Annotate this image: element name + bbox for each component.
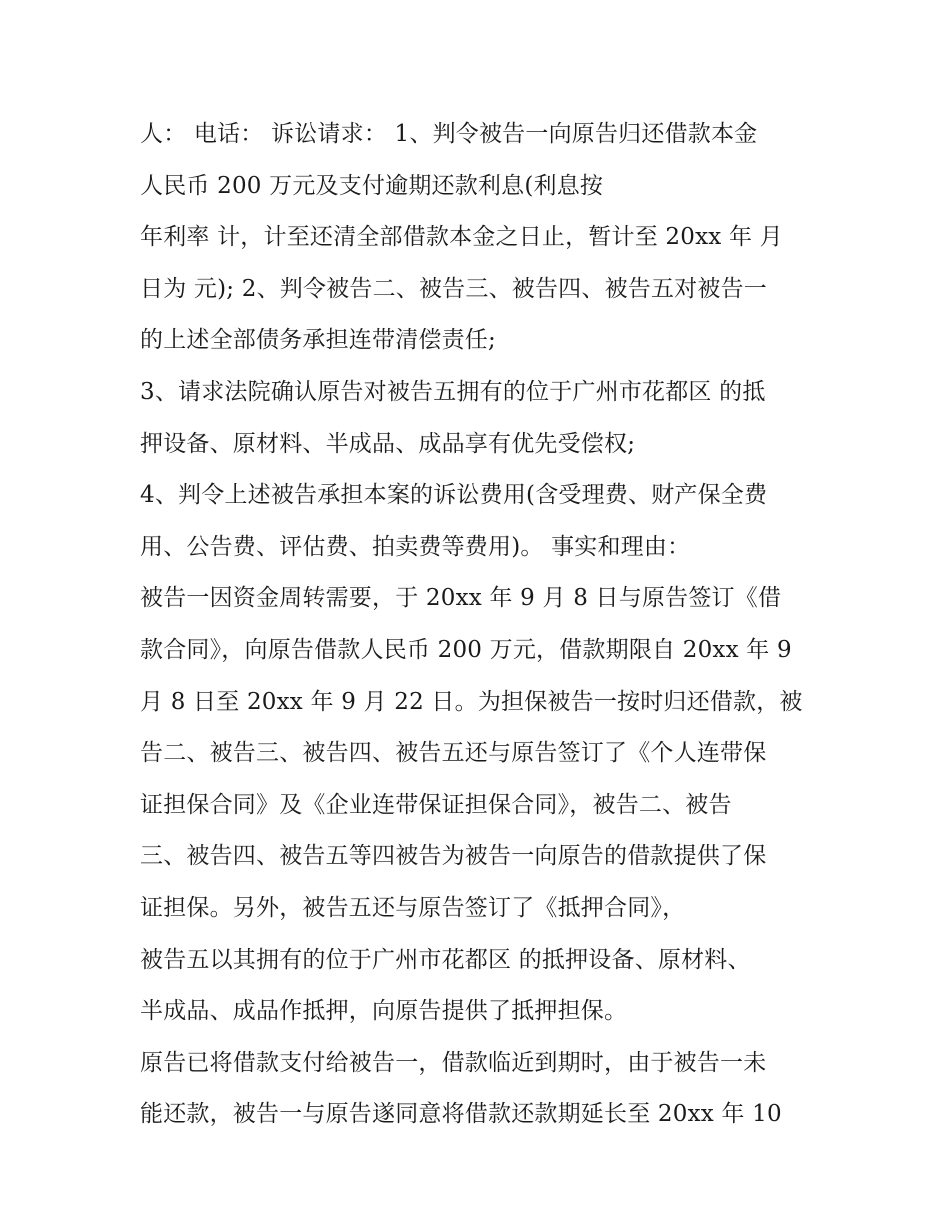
text-line: 3、请求法院确认原告对被告五拥有的位于广州市花都区 的抵 bbox=[140, 378, 766, 405]
text-line: 款合同》，向原告借款人民币 200 万元，借款期限自 20xx 年 9 bbox=[140, 636, 792, 663]
text-line: 半成品、成品作抵押，向原告提供了抵押担保。 bbox=[140, 998, 628, 1025]
text-line: 月 8 日至 20xx 年 9 月 22 日。为担保被告一按时归还借款，被 bbox=[140, 688, 803, 715]
text-line: 证担保合同》及《企业连带保证担保合同》，被告二、被告 bbox=[140, 791, 732, 818]
body-text bbox=[140, 109, 820, 1141]
text-line: 人： 电话： 诉讼请求： 1、判令被告一向原告归还借款本金 bbox=[140, 121, 758, 147]
text-line: 用、公告费、评估费、拍卖费等费用)。 事实和理由： bbox=[140, 533, 691, 560]
text-line: 人民币 200 万元及支付逾期还款利息(利息按 bbox=[140, 172, 604, 199]
text-line: 能还款，被告一与原告遂同意将借款还款期延长至 20xx 年 10 bbox=[140, 1101, 782, 1128]
text-line: 三、被告四、被告五等四被告为被告一向原告的借款提供了保 bbox=[140, 843, 767, 870]
text-line: 年利率 计，计至还清全部借款本金之日止，暂计至 20xx 年 月 bbox=[140, 224, 783, 251]
text-line: 日为 元); 2、判令被告二、被告三、被告四、被告五对被告一 bbox=[140, 275, 767, 302]
text-line: 押设备、原材料、半成品、成品享有优先受偿权; bbox=[140, 430, 636, 457]
text-line: 的上述全部债务承担连带清偿责任; bbox=[140, 327, 496, 354]
text-line: 4、判令上述被告承担本案的诉讼费用(含受理费、财产保全费 bbox=[140, 482, 768, 509]
text-line: 证担保。另外，被告五还与原告签订了《抵押合同》， bbox=[140, 894, 686, 921]
text-line: 被告五以其拥有的位于广州市花都区 的抵押设备、原材料、 bbox=[140, 946, 751, 973]
text-line: 被告一因资金周转需要，于 20xx 年 9 月 8 日与原告签订《借 bbox=[140, 585, 782, 612]
text-line: 告二、被告三、被告四、被告五还与原告签订了《个人连带保 bbox=[140, 740, 767, 767]
text-line: 原告已将借款支付给被告一，借款临近到期时，由于被告一未 bbox=[140, 1049, 767, 1076]
